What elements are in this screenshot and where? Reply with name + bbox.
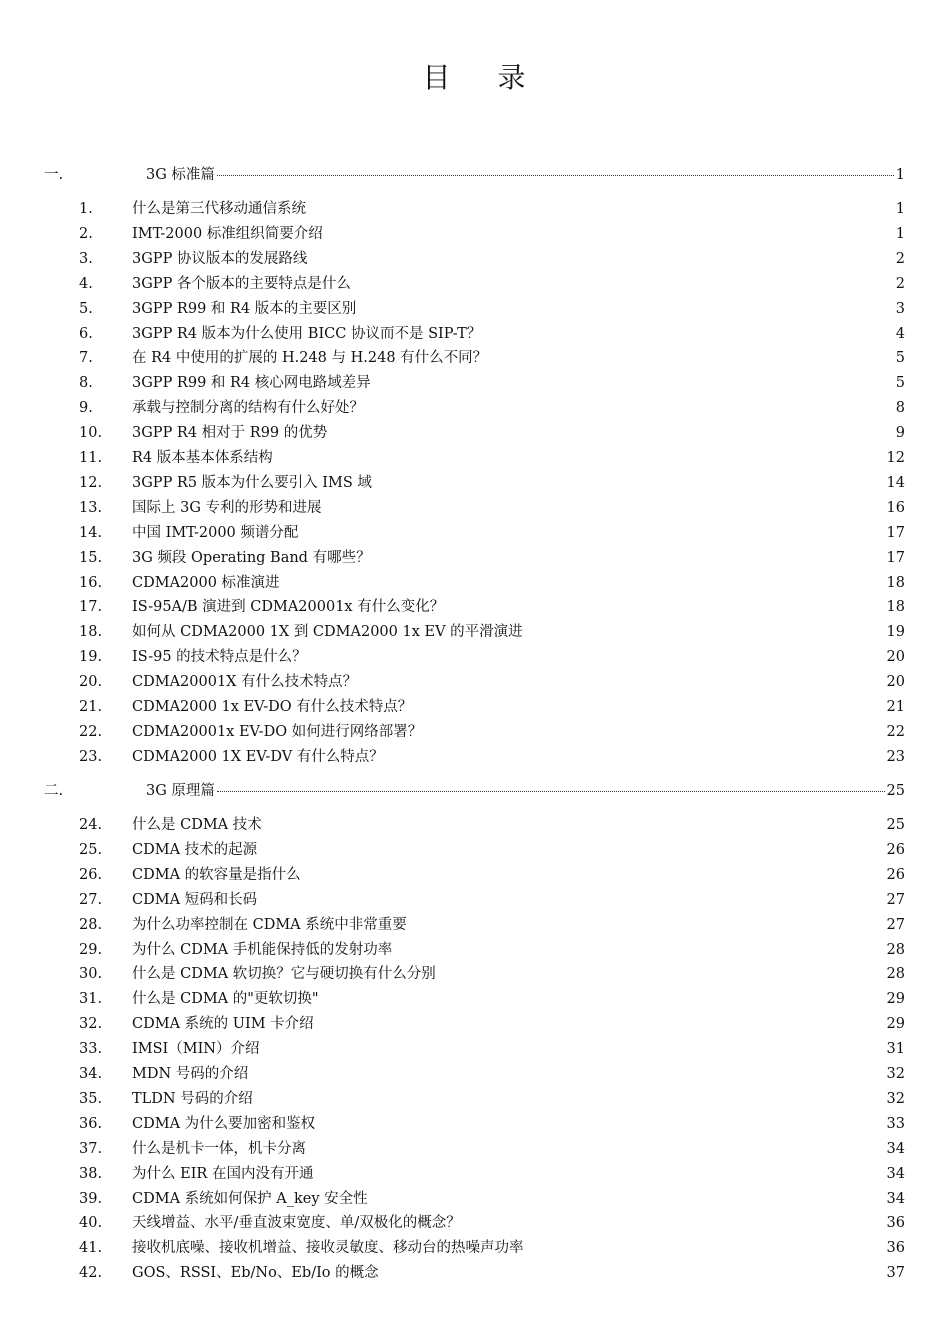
entry-number: 16. (79, 575, 103, 591)
entry-page-number: 37 (886, 1265, 905, 1281)
entry-title: CDMA 技术的起源 (132, 842, 258, 858)
toc-entry[interactable] (79, 987, 905, 1007)
entry-number: 9. (79, 400, 93, 416)
entry-title: CDMA20001X 有什么技术特点？ (132, 674, 358, 690)
entry-title: IS-95A/B 演进到 CDMA20001x 有什么变化？ (132, 599, 445, 615)
entry-number: 39. (79, 1191, 103, 1207)
entry-number: 20. (79, 674, 103, 690)
toc-entry[interactable] (79, 496, 905, 516)
toc-entry[interactable] (79, 197, 905, 217)
entry-page-number: 18 (886, 575, 905, 591)
toc-entry[interactable] (79, 446, 905, 466)
entry-page-number: 31 (886, 1041, 905, 1057)
toc-entry[interactable] (79, 962, 905, 982)
entry-title: IMT-2000 标准组织简要介绍 (132, 226, 323, 242)
entry-number: 27. (79, 892, 103, 908)
entry-title: CDMA2000 标准演进 (132, 575, 280, 591)
entry-number: 41. (79, 1240, 103, 1256)
entry-page-number: 34 (886, 1191, 905, 1207)
entry-number: 19. (79, 649, 103, 665)
entry-page-number: 29 (886, 991, 905, 1007)
entry-title: 承载与控制分离的结构有什么好处？ (132, 400, 364, 416)
entry-number: 22. (79, 724, 103, 740)
entry-number: 37. (79, 1141, 103, 1157)
toc-entry[interactable] (79, 1112, 905, 1132)
entry-page-number: 12 (886, 450, 905, 466)
entry-number: 14. (79, 525, 103, 541)
toc-entry[interactable] (79, 546, 905, 566)
entry-number: 40. (79, 1215, 103, 1231)
entry-page-number: 36 (886, 1215, 905, 1231)
entry-number: 34. (79, 1066, 103, 1082)
entry-title: 国际上 3G 专利的形势和进展 (132, 500, 322, 516)
entry-title: 3G 频段 Operating Band 有哪些？ (132, 550, 371, 566)
entry-number: 6. (79, 326, 93, 342)
entry-page-number: 8 (895, 400, 905, 416)
entry-number: 1. (79, 201, 93, 217)
toc-section-heading[interactable] (44, 163, 905, 183)
toc-entry[interactable] (79, 938, 905, 958)
entry-page-number: 29 (886, 1016, 905, 1032)
toc-entry[interactable] (79, 571, 905, 591)
toc-entry[interactable] (79, 322, 905, 342)
entry-number: 35. (79, 1091, 103, 1107)
entry-page-number: 14 (886, 475, 905, 491)
entry-title: IMSI（MIN）介绍 (132, 1041, 260, 1057)
entry-page-number: 1 (895, 226, 905, 242)
entry-number: 15. (79, 550, 103, 566)
entry-page-number: 17 (886, 525, 905, 541)
entry-page-number: 1 (895, 201, 905, 217)
entry-page-number: 32 (886, 1091, 905, 1107)
toc-entry[interactable] (79, 720, 905, 740)
entry-page-number: 4 (895, 326, 905, 342)
entry-title: 什么是机卡一体，机卡分离 (132, 1141, 306, 1157)
entry-number: 30. (79, 966, 103, 982)
toc-entry[interactable] (79, 272, 905, 292)
toc-entry[interactable] (79, 695, 905, 715)
entry-page-number: 18 (886, 599, 905, 615)
page-title: 目 录 (422, 61, 528, 94)
entry-title: 3GPP R5 版本为什么要引入 IMS 域 (132, 475, 372, 491)
toc-entry[interactable] (79, 1261, 905, 1281)
toc-entry[interactable] (79, 1062, 905, 1082)
entry-title: CDMA 系统如何保护 A_key 安全性 (132, 1191, 368, 1207)
entry-title: 为什么功率控制在 CDMA 系统中非常重要 (132, 917, 407, 933)
entry-number: 12. (79, 475, 103, 491)
entry-title: 为什么 CDMA 手机能保持低的发射功率 (132, 942, 393, 958)
entry-page-number: 33 (886, 1116, 905, 1132)
entry-page-number: 34 (886, 1166, 905, 1182)
toc-entry[interactable] (79, 471, 905, 491)
toc-entry[interactable] (79, 222, 905, 242)
entry-number: 29. (79, 942, 103, 958)
entry-title: 中国 IMT-2000 频谱分配 (132, 525, 299, 541)
entry-page-number: 25 (886, 817, 905, 833)
entry-number: 13. (79, 500, 103, 516)
entry-page-number: 2 (895, 276, 905, 292)
entry-number: 17. (79, 599, 103, 615)
dot-leader (217, 791, 885, 792)
entry-number: 4. (79, 276, 93, 292)
toc-entry[interactable] (79, 863, 905, 883)
section-page-number: 1 (895, 167, 905, 183)
entry-page-number: 5 (895, 350, 905, 366)
entry-number: 36. (79, 1116, 103, 1132)
entry-page-number: 5 (895, 375, 905, 391)
entry-page-number: 32 (886, 1066, 905, 1082)
entry-title: CDMA20001x EV-DO 如何进行网络部署？ (132, 724, 423, 740)
entry-title: 3GPP R99 和 R4 核心网电路域差异 (132, 375, 371, 391)
entry-title: TLDN 号码的介绍 (132, 1091, 253, 1107)
toc-entry[interactable] (79, 346, 905, 366)
entry-title: IS-95 的技术特点是什么？ (132, 649, 307, 665)
entry-page-number: 34 (886, 1141, 905, 1157)
entry-number: 11. (79, 450, 103, 466)
toc-entry[interactable] (79, 670, 905, 690)
entry-title: CDMA 短码和长码 (132, 892, 258, 908)
toc-entry[interactable] (79, 1087, 905, 1107)
entry-page-number: 26 (886, 867, 905, 883)
entry-page-number: 3 (895, 301, 905, 317)
entry-title: 3GPP R99 和 R4 版本的主要区别 (132, 301, 357, 317)
toc-entry[interactable] (79, 813, 905, 833)
toc-entry[interactable] (79, 1012, 905, 1032)
toc-entry[interactable] (79, 595, 905, 615)
entry-number: 7. (79, 350, 93, 366)
entry-title: 天线增益、水平/垂直波束宽度、单/双极化的概念？ (132, 1215, 461, 1231)
entry-title: 为什么 EIR 在国内没有开通 (132, 1166, 314, 1182)
toc-entry[interactable] (79, 745, 905, 765)
entry-title: CDMA 的软容量是指什么 (132, 867, 301, 883)
entry-title: 什么是 CDMA 技术 (132, 817, 262, 833)
toc-entry[interactable] (79, 1162, 905, 1182)
entry-page-number: 20 (886, 649, 905, 665)
toc-entry[interactable] (79, 838, 905, 858)
toc-entry[interactable] (79, 1137, 905, 1157)
entry-page-number: 9 (895, 425, 905, 441)
toc-entry[interactable] (79, 371, 905, 391)
toc-entry[interactable] (79, 1236, 905, 1256)
toc-entry[interactable] (79, 396, 905, 416)
entry-number: 33. (79, 1041, 103, 1057)
section-page-number: 25 (886, 783, 905, 799)
toc-entry[interactable] (79, 1187, 905, 1207)
entry-number: 2. (79, 226, 93, 242)
entry-number: 26. (79, 867, 103, 883)
toc-entry[interactable] (79, 888, 905, 908)
entry-number: 5. (79, 301, 93, 317)
toc-entry[interactable] (79, 1211, 905, 1231)
entry-page-number: 28 (886, 942, 905, 958)
entry-page-number: 19 (886, 624, 905, 640)
toc-entry[interactable] (79, 645, 905, 665)
entry-title: R4 版本基本体系结构 (132, 450, 273, 466)
entry-number: 25. (79, 842, 103, 858)
entry-number: 28. (79, 917, 103, 933)
toc-entry[interactable] (79, 521, 905, 541)
entry-title: 3GPP 协议版本的发展路线 (132, 251, 308, 267)
toc-entry[interactable] (79, 297, 905, 317)
entry-number: 24. (79, 817, 103, 833)
entry-number: 18. (79, 624, 103, 640)
entry-title: 3GPP 各个版本的主要特点是什么 (132, 276, 351, 292)
entry-page-number: 27 (886, 917, 905, 933)
toc-entry[interactable] (79, 620, 905, 640)
entry-title: 3GPP R4 版本为什么使用 BICC 协议而不是 SIP-T？ (132, 326, 482, 342)
section-title: 3G 标准篇 (146, 167, 215, 183)
toc-entry[interactable] (79, 913, 905, 933)
entry-number: 31. (79, 991, 103, 1007)
entry-title: 什么是 CDMA 的"更软切换" (132, 991, 319, 1007)
entry-title: CDMA 为什么要加密和鉴权 (132, 1116, 316, 1132)
entry-page-number: 17 (886, 550, 905, 566)
entry-page-number: 23 (886, 749, 905, 765)
entry-title: 在 R4 中使用的扩展的 H.248 与 H.248 有什么不同？ (132, 350, 488, 366)
entry-title: 3GPP R4 相对于 R99 的优势 (132, 425, 328, 441)
entry-title: CDMA2000 1X EV-DV 有什么特点？ (132, 749, 384, 765)
entry-title: MDN 号码的介绍 (132, 1066, 249, 1082)
entry-page-number: 27 (886, 892, 905, 908)
entry-number: 8. (79, 375, 93, 391)
entry-title: GOS、RSSI、Eb/No、Eb/Io 的概念 (132, 1265, 379, 1281)
entry-title: CDMA 系统的 UIM 卡介绍 (132, 1016, 314, 1032)
toc-entry[interactable] (79, 247, 905, 267)
entry-title: CDMA2000 1x EV-DO 有什么技术特点？ (132, 699, 413, 715)
entry-number: 38. (79, 1166, 103, 1182)
section-title: 3G 原理篇 (146, 783, 215, 799)
dot-leader (217, 175, 894, 176)
entry-number: 3. (79, 251, 93, 267)
entry-title: 什么是第三代移动通信系统 (132, 201, 306, 217)
entry-page-number: 2 (895, 251, 905, 267)
entry-page-number: 28 (886, 966, 905, 982)
entry-page-number: 21 (886, 699, 905, 715)
entry-title: 如何从 CDMA2000 1X 到 CDMA2000 1x EV 的平滑演进 (132, 624, 523, 640)
section-number: 一. (44, 167, 64, 183)
entry-number: 23. (79, 749, 103, 765)
toc-entry[interactable] (79, 421, 905, 441)
entry-number: 10. (79, 425, 103, 441)
entry-number: 21. (79, 699, 103, 715)
entry-page-number: 22 (886, 724, 905, 740)
toc-section-heading[interactable] (44, 779, 905, 799)
entry-number: 32. (79, 1016, 103, 1032)
entry-page-number: 36 (886, 1240, 905, 1256)
entry-page-number: 20 (886, 674, 905, 690)
section-number: 二. (44, 783, 64, 799)
entry-title: 什么是 CDMA 软切换？它与硬切换有什么分别 (132, 966, 436, 982)
entry-number: 42. (79, 1265, 103, 1281)
toc-entry[interactable] (79, 1037, 905, 1057)
entry-title: 接收机底噪、接收机增益、接收灵敏度、移动台的热噪声功率 (132, 1240, 524, 1256)
entry-page-number: 16 (886, 500, 905, 516)
entry-page-number: 26 (886, 842, 905, 858)
